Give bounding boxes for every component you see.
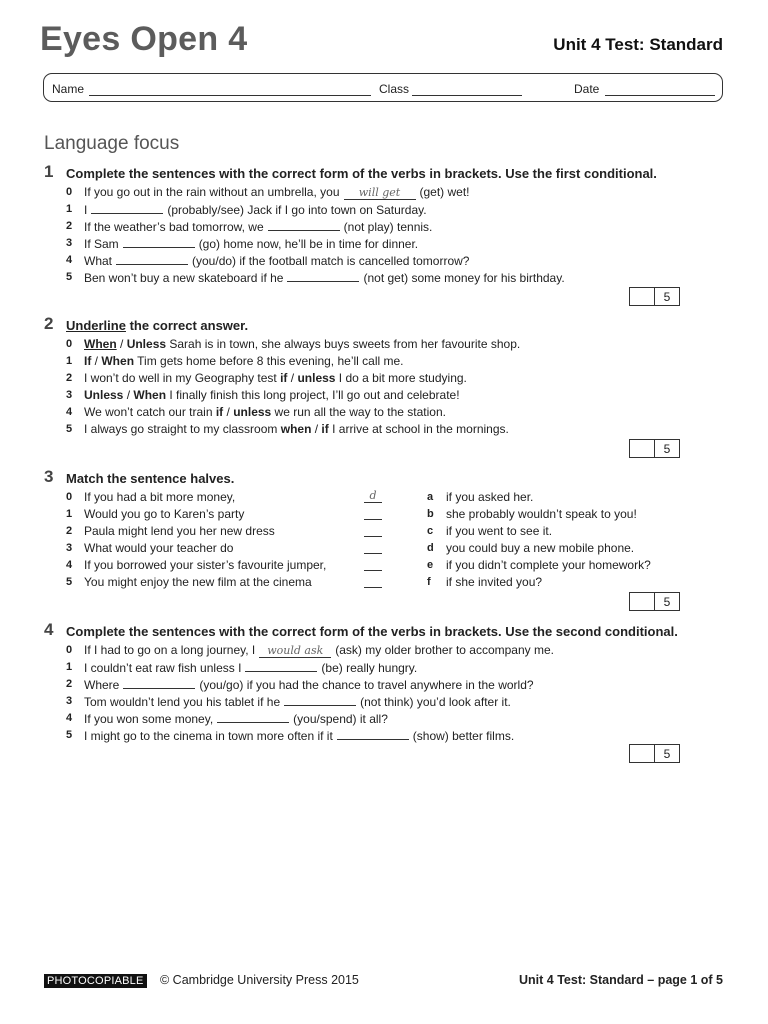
- option-a[interactable]: If: [84, 354, 92, 368]
- item-text: [84, 252, 469, 270]
- copyright-notice: © Cambridge University Press 2015: [160, 973, 359, 987]
- item-text: [84, 218, 432, 236]
- score-box-4[interactable]: [629, 744, 680, 763]
- match-row: [44, 506, 734, 523]
- score-box-2[interactable]: [629, 439, 680, 458]
- exercise-item: [44, 642, 734, 659]
- item-text-before: If you won some money,: [84, 712, 214, 726]
- item-text: [84, 269, 565, 287]
- item-text: [84, 404, 446, 421]
- option-separator: /: [116, 337, 127, 351]
- score-total: 5: [663, 442, 671, 456]
- item-text-after: (you/do) if the football match is cancelled tomorrow?: [192, 254, 470, 268]
- student-info-box: [43, 73, 723, 102]
- brand-title: Eyes Open 4: [40, 20, 248, 58]
- option-a[interactable]: when: [280, 422, 312, 436]
- test-title: Unit 4 Test: Standard: [553, 35, 723, 54]
- item-text: [84, 184, 470, 201]
- match-answer-blank[interactable]: [364, 507, 382, 520]
- exercise-item: [44, 218, 734, 235]
- option-b[interactable]: unless: [297, 371, 336, 385]
- date-field[interactable]: [605, 95, 715, 96]
- exercise-item: [44, 387, 734, 404]
- option-separator: /: [123, 388, 134, 402]
- exercise-instruction: [66, 318, 248, 333]
- date-label: Date: [574, 82, 600, 96]
- item-text-after: I arrive at school in the mornings.: [328, 422, 509, 436]
- match-row: [44, 523, 734, 540]
- exercise-4: [44, 620, 734, 744]
- match-row: [44, 557, 734, 574]
- option-separator: /: [91, 354, 102, 368]
- item-number: 3: [66, 237, 73, 249]
- match-right-text: she probably wouldn’t speak to you!: [446, 507, 637, 521]
- item-text-before: If the weather’s bad tomorrow, we: [84, 220, 264, 234]
- item-text-after: we run all the way to the station.: [271, 405, 446, 419]
- answer-blank[interactable]: [268, 218, 340, 231]
- answer-blank[interactable]: will get: [344, 187, 416, 200]
- match-right-text: if you asked her.: [446, 490, 534, 504]
- exercise-2: [44, 314, 734, 438]
- item-number: 3: [66, 542, 73, 554]
- class-field[interactable]: [412, 95, 522, 96]
- item-number: 3: [66, 389, 73, 401]
- answer-blank[interactable]: [123, 235, 195, 248]
- item-text-after: (be) really hungry.: [321, 661, 418, 675]
- item-text-after: (not think) you’d look after it.: [360, 695, 511, 709]
- exercise-instruction: Complete the sentences with the correct form of the verbs in brackets. Use the first conditional.: [66, 166, 657, 181]
- item-text-before: We won’t catch our train: [84, 405, 216, 419]
- option-separator: /: [287, 371, 298, 385]
- item-text: [84, 387, 460, 404]
- item-text: [84, 659, 417, 677]
- answer-blank[interactable]: [116, 252, 188, 265]
- instruction-text: the correct answer.: [129, 318, 249, 333]
- item-text-after: (you/spend) it all?: [293, 712, 388, 726]
- option-b[interactable]: unless: [233, 405, 272, 419]
- match-row: [44, 489, 734, 506]
- item-text: [84, 353, 404, 370]
- item-number: 2: [66, 678, 73, 690]
- score-box-1[interactable]: [629, 287, 680, 306]
- item-number: 2: [66, 525, 73, 537]
- score-total: 5: [663, 595, 671, 609]
- score-total: 5: [663, 290, 671, 304]
- item-number: 2: [66, 220, 73, 232]
- exercise-item: [44, 676, 734, 693]
- match-right-text: if you didn’t complete your homework?: [446, 558, 651, 572]
- exercise-item: [44, 404, 734, 421]
- score-total: 5: [663, 747, 671, 761]
- answer-blank[interactable]: [284, 693, 356, 706]
- answer-blank[interactable]: [287, 269, 359, 282]
- answer-blank[interactable]: would ask: [259, 645, 331, 658]
- answer-blank[interactable]: [337, 727, 409, 740]
- exercise-3: [44, 467, 734, 591]
- exercise-item: [44, 727, 734, 744]
- item-text-after: I do a bit more studying.: [335, 371, 467, 385]
- match-answer-blank[interactable]: d: [364, 490, 382, 503]
- item-number: 5: [66, 729, 73, 741]
- exercise-item: [44, 184, 734, 201]
- exercise-item: [44, 336, 734, 353]
- item-text-before: If I had to go on a long journey, I: [84, 643, 256, 657]
- match-right-text: if you went to see it.: [446, 524, 553, 538]
- item-text-after: (get) wet!: [419, 185, 470, 199]
- item-number: 5: [66, 576, 73, 588]
- match-right-text: if she invited you?: [446, 575, 543, 589]
- item-text-after: (you/go) if you had the chance to travel anywhere in the world?: [199, 678, 534, 692]
- answer-blank[interactable]: [91, 201, 163, 214]
- item-text-before: I: [84, 203, 88, 217]
- item-number: 1: [66, 203, 73, 215]
- exercise-item: [44, 710, 734, 727]
- item-number: 5: [66, 423, 73, 435]
- match-answer-blank[interactable]: [364, 575, 382, 588]
- match-row: [44, 574, 734, 591]
- page-number: Unit 4 Test: Standard – page 1 of 5: [519, 973, 723, 987]
- instruction-underline: Underline: [66, 318, 126, 333]
- option-a[interactable]: Unless: [84, 388, 124, 402]
- option-a[interactable]: if: [280, 371, 288, 385]
- match-left-text: If you borrowed your sister’s favourite jumper,: [84, 558, 327, 572]
- match-answer-blank[interactable]: [364, 558, 382, 571]
- class-label: Class: [379, 82, 410, 96]
- item-number: 1: [66, 508, 73, 520]
- item-text-before: I couldn’t eat raw fish unless I: [84, 661, 242, 675]
- item-text: [84, 642, 554, 659]
- match-right-text: you could buy a new mobile phone.: [446, 541, 635, 555]
- match-left-text: What would your teacher do: [84, 541, 234, 555]
- match-right-letter: f: [427, 576, 431, 588]
- answer-blank[interactable]: [217, 710, 289, 723]
- exercise-item: [44, 693, 734, 710]
- item-text-after: (probably/see) Jack if I go into town on Saturday.: [167, 203, 427, 217]
- item-number: 0: [66, 338, 73, 350]
- exercise-item: [44, 353, 734, 370]
- option-b[interactable]: When: [101, 354, 135, 368]
- item-text-after: (ask) my older brother to accompany me.: [335, 643, 554, 657]
- item-text-before: I won’t do well in my Geography test: [84, 371, 281, 385]
- item-number: 4: [66, 254, 73, 266]
- item-text-after: I finally finish this long project, I’ll go out and celebrate!: [166, 388, 460, 402]
- exercise-item: [44, 269, 734, 286]
- item-text-before: Ben won’t buy a new skateboard if he: [84, 271, 284, 285]
- name-label: Name: [52, 82, 85, 96]
- match-right-letter: e: [427, 559, 434, 571]
- item-text-after: (not play) tennis.: [343, 220, 433, 234]
- name-field[interactable]: [89, 95, 371, 96]
- item-text-before: If you go out in the rain without an umbrella, you: [84, 185, 340, 199]
- item-text: [84, 727, 514, 745]
- exercise-item: [44, 370, 734, 387]
- exercise-item: [44, 421, 734, 438]
- item-number: 4: [66, 712, 73, 724]
- item-text: [84, 693, 511, 711]
- item-number: 4: [66, 406, 73, 418]
- item-text-before: Where: [84, 678, 120, 692]
- option-a[interactable]: When: [84, 337, 117, 351]
- exercise-item: [44, 235, 734, 252]
- item-number: 5: [66, 271, 73, 283]
- item-text: [84, 421, 509, 438]
- item-number: 0: [66, 644, 73, 656]
- exercise-instruction: Match the sentence halves.: [66, 471, 235, 486]
- exercise-number: 4: [44, 620, 54, 639]
- item-text-after: Sarah is in town, she always buys sweets from her favourite shop.: [166, 337, 521, 351]
- item-number: 3: [66, 695, 73, 707]
- item-text: [84, 370, 467, 387]
- photocopiable-badge: PHOTOCOPIABLE: [44, 974, 147, 988]
- match-row: [44, 540, 734, 557]
- option-b[interactable]: When: [133, 388, 167, 402]
- item-text-after: (go) home now, he’ll be in time for dinner.: [198, 237, 419, 251]
- item-text: [84, 336, 520, 353]
- item-number: 0: [66, 186, 73, 198]
- option-a[interactable]: if: [215, 405, 224, 419]
- item-number: 1: [66, 355, 73, 367]
- exercise-instruction: Complete the sentences with the correct form of the verbs in brackets. Use the second conditional.: [66, 624, 678, 639]
- item-number: 1: [66, 661, 73, 673]
- exercise-number: 3: [44, 467, 54, 486]
- item-text-after: (not get) some money for his birthday.: [363, 271, 565, 285]
- match-right-letter: c: [427, 525, 434, 537]
- item-text: [84, 710, 388, 728]
- answer-blank[interactable]: [123, 676, 195, 689]
- item-text-before: I might go to the cinema in town more often if it: [84, 729, 333, 743]
- option-b[interactable]: if: [321, 422, 329, 436]
- option-b[interactable]: Unless: [126, 337, 167, 351]
- option-separator: /: [311, 422, 322, 436]
- score-box-3[interactable]: [629, 592, 680, 611]
- option-separator: /: [223, 405, 234, 419]
- match-left-text: Would you go to Karen’s party: [84, 507, 245, 521]
- section-heading: Language focus: [44, 133, 180, 154]
- answer-blank[interactable]: [245, 659, 317, 672]
- match-right-letter: a: [427, 491, 434, 503]
- item-number: 0: [66, 491, 73, 503]
- item-text: [84, 201, 427, 219]
- item-text-before: If Sam: [84, 237, 119, 251]
- item-text-after: Tim gets home before 8 this evening, he’ll call me.: [134, 354, 404, 368]
- match-left-text: You might enjoy the new film at the cinema: [84, 575, 312, 589]
- exercise-number: 1: [44, 162, 54, 181]
- exercise-number: 2: [44, 314, 54, 333]
- match-left-text: If you had a bit more money,: [84, 490, 236, 504]
- match-right-letter: d: [427, 542, 434, 554]
- match-right-letter: b: [427, 508, 434, 520]
- exercise-item: [44, 659, 734, 676]
- item-number: 4: [66, 559, 73, 571]
- exercise-item: [44, 201, 734, 218]
- item-text: [84, 676, 534, 694]
- match-answer-blank[interactable]: [364, 541, 382, 554]
- item-text-before: Tom wouldn’t lend you his tablet if he: [84, 695, 281, 709]
- exercise-1: [44, 162, 734, 286]
- exercise-item: [44, 252, 734, 269]
- item-text-after: (show) better films.: [412, 729, 515, 743]
- item-number: 2: [66, 372, 73, 384]
- item-text: [84, 235, 418, 253]
- match-answer-blank[interactable]: [364, 524, 382, 537]
- item-text-before: I always go straight to my classroom: [84, 422, 281, 436]
- match-left-text: Paula might lend you her new dress: [84, 524, 275, 538]
- item-text-before: What: [84, 254, 113, 268]
